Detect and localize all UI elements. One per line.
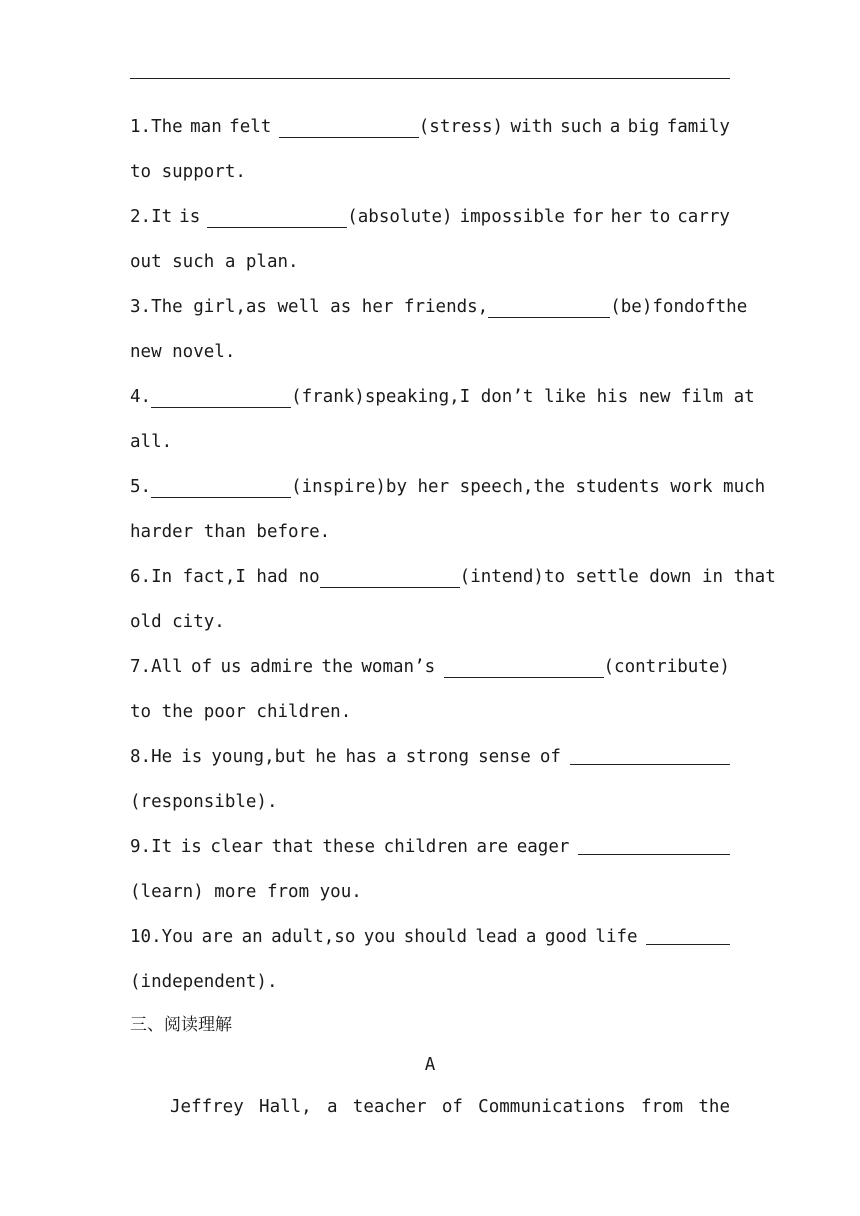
exercise-word: 5. xyxy=(130,477,152,497)
exercise-q5-line-1 xyxy=(130,465,766,510)
exercise-continuation: all. xyxy=(130,432,173,452)
exercise-word: of xyxy=(694,297,716,317)
answer-blank[interactable] xyxy=(570,763,730,765)
exercise-word: a xyxy=(609,117,621,137)
exercise-word: good xyxy=(544,927,588,947)
exercise-continuation: (learn) more from you. xyxy=(130,882,362,902)
exercise-word: 4. xyxy=(130,387,152,407)
header-rule xyxy=(130,78,730,79)
passage-label xyxy=(130,1045,730,1085)
passage-word: of xyxy=(441,1097,463,1117)
passage-first-line xyxy=(130,1085,730,1130)
exercise-word: her xyxy=(610,207,643,227)
exercise-q10-line-1 xyxy=(130,915,730,960)
exercise-word: impossible xyxy=(459,207,565,227)
exercise-q4-line-2 xyxy=(130,420,730,465)
exercise-word: he xyxy=(315,747,337,767)
word-hint: (be) xyxy=(610,297,653,317)
exercise-word: are xyxy=(201,927,234,947)
exercise-word: 9.It xyxy=(130,837,173,857)
exercise-word: lead xyxy=(475,927,518,947)
passage-label-text: A xyxy=(424,1055,436,1075)
exercise-word: 3.The girl,as well as her friends, xyxy=(130,297,489,317)
word-hint: (contribute) xyxy=(603,657,730,677)
exercise-word: speaking,I don’t like his new film at xyxy=(364,387,755,407)
exercise-word: 10.You xyxy=(130,927,194,947)
answer-blank[interactable] xyxy=(207,226,347,228)
exercise-continuation: old city. xyxy=(130,612,225,632)
answer-blank[interactable] xyxy=(488,316,610,318)
blank-group xyxy=(646,937,730,939)
answer-blank[interactable] xyxy=(279,136,419,138)
exercise-q2-line-2 xyxy=(130,240,730,285)
exercise-word: us xyxy=(220,657,242,677)
exercise-word: young,but xyxy=(211,747,307,767)
exercise-word: eager xyxy=(516,837,570,857)
passage-word: a xyxy=(326,1097,338,1117)
passage-word: the xyxy=(698,1097,730,1117)
exercise-q5-line-2 xyxy=(130,510,730,555)
exercise-word: a xyxy=(525,927,537,947)
exercise-word: to settle down in that xyxy=(543,567,776,587)
exercise-word: the xyxy=(321,657,354,677)
answer-blank[interactable] xyxy=(646,943,730,945)
section-heading-text: 三、阅读理解 xyxy=(130,1015,232,1035)
exercise-continuation: to the poor children. xyxy=(130,702,352,722)
word-hint: (intend) xyxy=(459,567,544,587)
word-hint: (frank) xyxy=(291,387,365,407)
exercise-word: that xyxy=(271,837,314,857)
exercise-q7-line-1 xyxy=(130,645,730,690)
exercise-word: such xyxy=(560,117,603,137)
exercise-word: is xyxy=(179,207,201,227)
blank-group xyxy=(488,285,652,330)
exercise-q6-line-1 xyxy=(130,555,776,600)
exercise-word: these xyxy=(322,837,376,857)
exercise-word: you xyxy=(363,927,396,947)
exercise-word: clear xyxy=(210,837,264,857)
blank-group xyxy=(279,105,503,150)
exercise-continuation: to support. xyxy=(130,162,246,182)
exercise-continuation: harder than before. xyxy=(130,522,331,542)
exercise-word: felt xyxy=(229,117,272,137)
exercise-word: carry xyxy=(677,207,730,227)
exercise-word: family xyxy=(666,117,730,137)
exercise-word: sense xyxy=(478,747,531,767)
exercise-word: to xyxy=(649,207,671,227)
exercise-q8-line-2 xyxy=(130,780,730,825)
answer-blank[interactable] xyxy=(151,496,291,498)
exercise-word: 7.All xyxy=(130,657,183,677)
answer-blank[interactable] xyxy=(151,406,291,408)
blank-group xyxy=(151,465,386,510)
exercise-word: has xyxy=(345,747,378,767)
exercise-word: a xyxy=(386,747,397,767)
exercise-word: woman’s xyxy=(361,657,436,677)
passage-word: Jeffrey xyxy=(170,1097,244,1117)
document-body xyxy=(130,105,776,1130)
passage-word: teacher xyxy=(352,1097,427,1117)
exercise-q3-line-2 xyxy=(130,330,730,375)
exercise-q8-line-1 xyxy=(130,735,730,780)
exercise-q7-line-2 xyxy=(130,690,730,735)
exercise-q9-line-1 xyxy=(130,825,730,870)
passage-word: from xyxy=(640,1097,684,1117)
exercise-word: 8.He xyxy=(130,747,173,767)
exercise-word: the xyxy=(715,297,748,317)
exercise-continuation: new novel. xyxy=(130,342,236,362)
blank-group xyxy=(320,555,544,600)
exercise-word: of xyxy=(191,657,213,677)
answer-blank[interactable] xyxy=(444,676,604,678)
blank-group xyxy=(570,757,730,759)
section-heading xyxy=(130,1005,730,1045)
exercise-word: is xyxy=(181,747,203,767)
blank-group xyxy=(151,375,365,420)
exercise-word: adult,so xyxy=(271,927,356,947)
blank-group xyxy=(207,195,452,240)
exercise-continuation: (responsible). xyxy=(130,792,278,812)
exercise-word: should xyxy=(403,927,467,947)
exercise-word: an xyxy=(241,927,263,947)
word-hint: (absolute) xyxy=(347,207,453,227)
exercise-continuation: (independent). xyxy=(130,972,278,992)
exercise-q2-line-1 xyxy=(130,195,730,240)
exercise-continuation: out such a plan. xyxy=(130,252,299,272)
exercise-word: 2.It xyxy=(130,207,173,227)
exercise-word: by her speech,the students work much xyxy=(385,477,766,497)
exercise-word: with xyxy=(510,117,553,137)
exercise-word: of xyxy=(539,747,561,767)
exercise-q4-line-1 xyxy=(130,375,755,420)
exercise-word: big xyxy=(627,117,660,137)
word-hint: (inspire) xyxy=(291,477,386,497)
exercise-word: children xyxy=(383,837,468,857)
exercise-q6-line-2 xyxy=(130,600,730,645)
passage-word: Communications xyxy=(478,1097,626,1117)
exercise-word: are xyxy=(476,837,509,857)
exercise-q10-line-2 xyxy=(130,960,730,1005)
exercise-word: 6.In fact,I had no xyxy=(130,567,320,587)
exercise-word: fond xyxy=(652,297,695,317)
answer-blank[interactable] xyxy=(578,853,730,855)
blank-group xyxy=(578,847,730,849)
exercise-q3-line-1 xyxy=(130,285,748,330)
exercise-q1-line-1 xyxy=(130,105,730,150)
exercise-word: strong xyxy=(405,747,469,767)
answer-blank[interactable] xyxy=(320,586,460,588)
exercise-q9-line-2 xyxy=(130,870,730,915)
exercise-word: is xyxy=(180,837,202,857)
exercise-word: man xyxy=(190,117,222,137)
exercise-word: 1.The xyxy=(130,117,183,137)
exercise-q1-line-2 xyxy=(130,150,730,195)
exercise-word: admire xyxy=(249,657,314,677)
blank-group xyxy=(444,645,730,690)
exercise-word: for xyxy=(571,207,604,227)
passage-word: Hall, xyxy=(259,1097,312,1117)
exercise-word: life xyxy=(595,927,638,947)
word-hint: (stress) xyxy=(418,117,504,137)
